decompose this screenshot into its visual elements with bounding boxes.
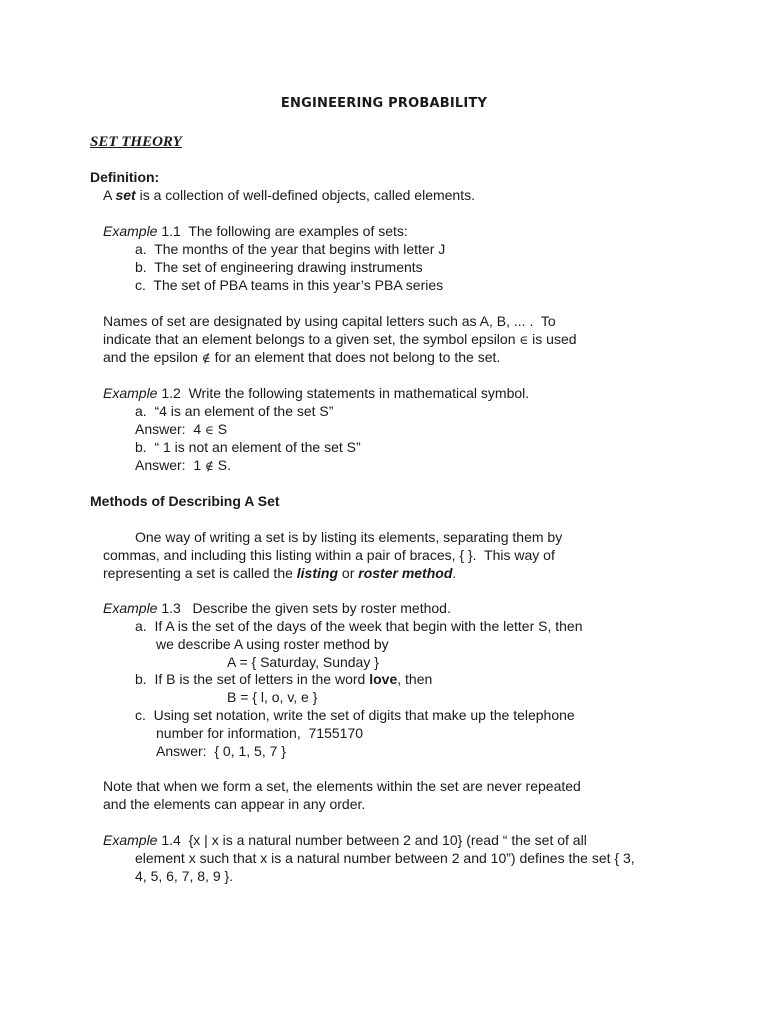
term-set: set: [115, 187, 136, 203]
note-line-1: Note that when we form a set, the elements within the set are never repeated: [103, 778, 581, 794]
methods-paragraph-line-3: representing a set is called the listing or roster method.: [103, 565, 457, 581]
term-roster-method: roster method: [358, 565, 453, 581]
example-1-3-item-c-answer: Answer: { 0, 1, 5, 7 }: [156, 743, 286, 759]
definition-heading: Definition:: [90, 169, 160, 185]
term-listing: listing: [296, 565, 339, 581]
note-line-2: and the elements can appear in any order.: [103, 796, 366, 812]
example-1-3-item-a-set: A = { Saturday, Sunday }: [227, 654, 379, 670]
methods-paragraph-line-1: One way of writing a set is by listing its elements, separating them by: [135, 529, 563, 545]
example-1-3-item-b-set: B = { l, o, v, e }: [227, 689, 318, 705]
example-1-2-item-a: a. “4 is an element of the set S”: [135, 403, 334, 419]
section-heading-set-theory: SET THEORY: [90, 134, 182, 150]
example-1-1-item-a: a. The months of the year that begins with letter J: [135, 241, 446, 257]
example-1-3-intro: Example 1.3 Describe the given sets by roster method.: [103, 600, 451, 616]
example-1-2-answer-b: Answer: 1 ∉ S.: [135, 457, 232, 473]
example-1-1-intro: Example 1.1 The following are examples of sets:: [103, 223, 408, 239]
element-of-symbol: ∈: [519, 333, 529, 347]
names-paragraph-line-3: and the epsilon ∉ for an element that does not belong to the set.: [103, 349, 501, 365]
example-1-2-answer-a: Answer: 4 ∈ S: [135, 421, 228, 437]
example-1-4-line-3: 4, 5, 6, 7, 8, 9 }.: [135, 868, 234, 884]
page-title: ENGINEERING PROBABILITY: [280, 96, 488, 111]
methods-paragraph-line-2: commas, and including this listing within a pair of braces, { }. This way of: [103, 547, 555, 563]
not-element-of-symbol: ∉: [201, 351, 211, 365]
methods-heading: Methods of Describing A Set: [90, 493, 280, 509]
example-1-1-item-c: c. The set of PBA teams in this year’s PBA series: [135, 277, 444, 293]
term-love: love: [369, 671, 398, 687]
example-1-3-item-a-line-1: a. If A is the set of the days of the week that begin with the letter S, then: [135, 618, 583, 634]
example-1-1-item-b: b. The set of engineering drawing instruments: [135, 259, 423, 275]
example-1-2-intro: Example 1.2 Write the following statements in mathematical symbol.: [103, 385, 530, 401]
example-1-4-line-1: Example 1.4 {x | x is a natural number between 2 and 10} (read “ the set of all: [103, 832, 587, 848]
example-1-3-item-c-line-2: number for information, 7155170: [156, 725, 364, 741]
names-paragraph-line-2: indicate that an element belongs to a given set, the symbol epsilon ∈ is used: [103, 331, 577, 347]
example-1-3-item-c-line-1: c. Using set notation, write the set of digits that make up the telephone: [135, 707, 575, 723]
example-1-2-item-b: b. “ 1 is not an element of the set S”: [135, 439, 361, 455]
names-paragraph-line-1: Names of set are designated by using capital letters such as A, B, ... . To: [103, 313, 556, 329]
definition-text: A set is a collection of well-defined objects, called elements.: [103, 187, 475, 203]
example-1-3-item-b-line-1: b. If B is the set of letters in the word love, then: [135, 671, 433, 687]
example-1-3-item-a-line-2: we describe A using roster method by: [156, 636, 389, 652]
example-1-4-line-2: element x such that x is a natural number between 2 and 10”) defines the set { 3,: [135, 850, 635, 866]
